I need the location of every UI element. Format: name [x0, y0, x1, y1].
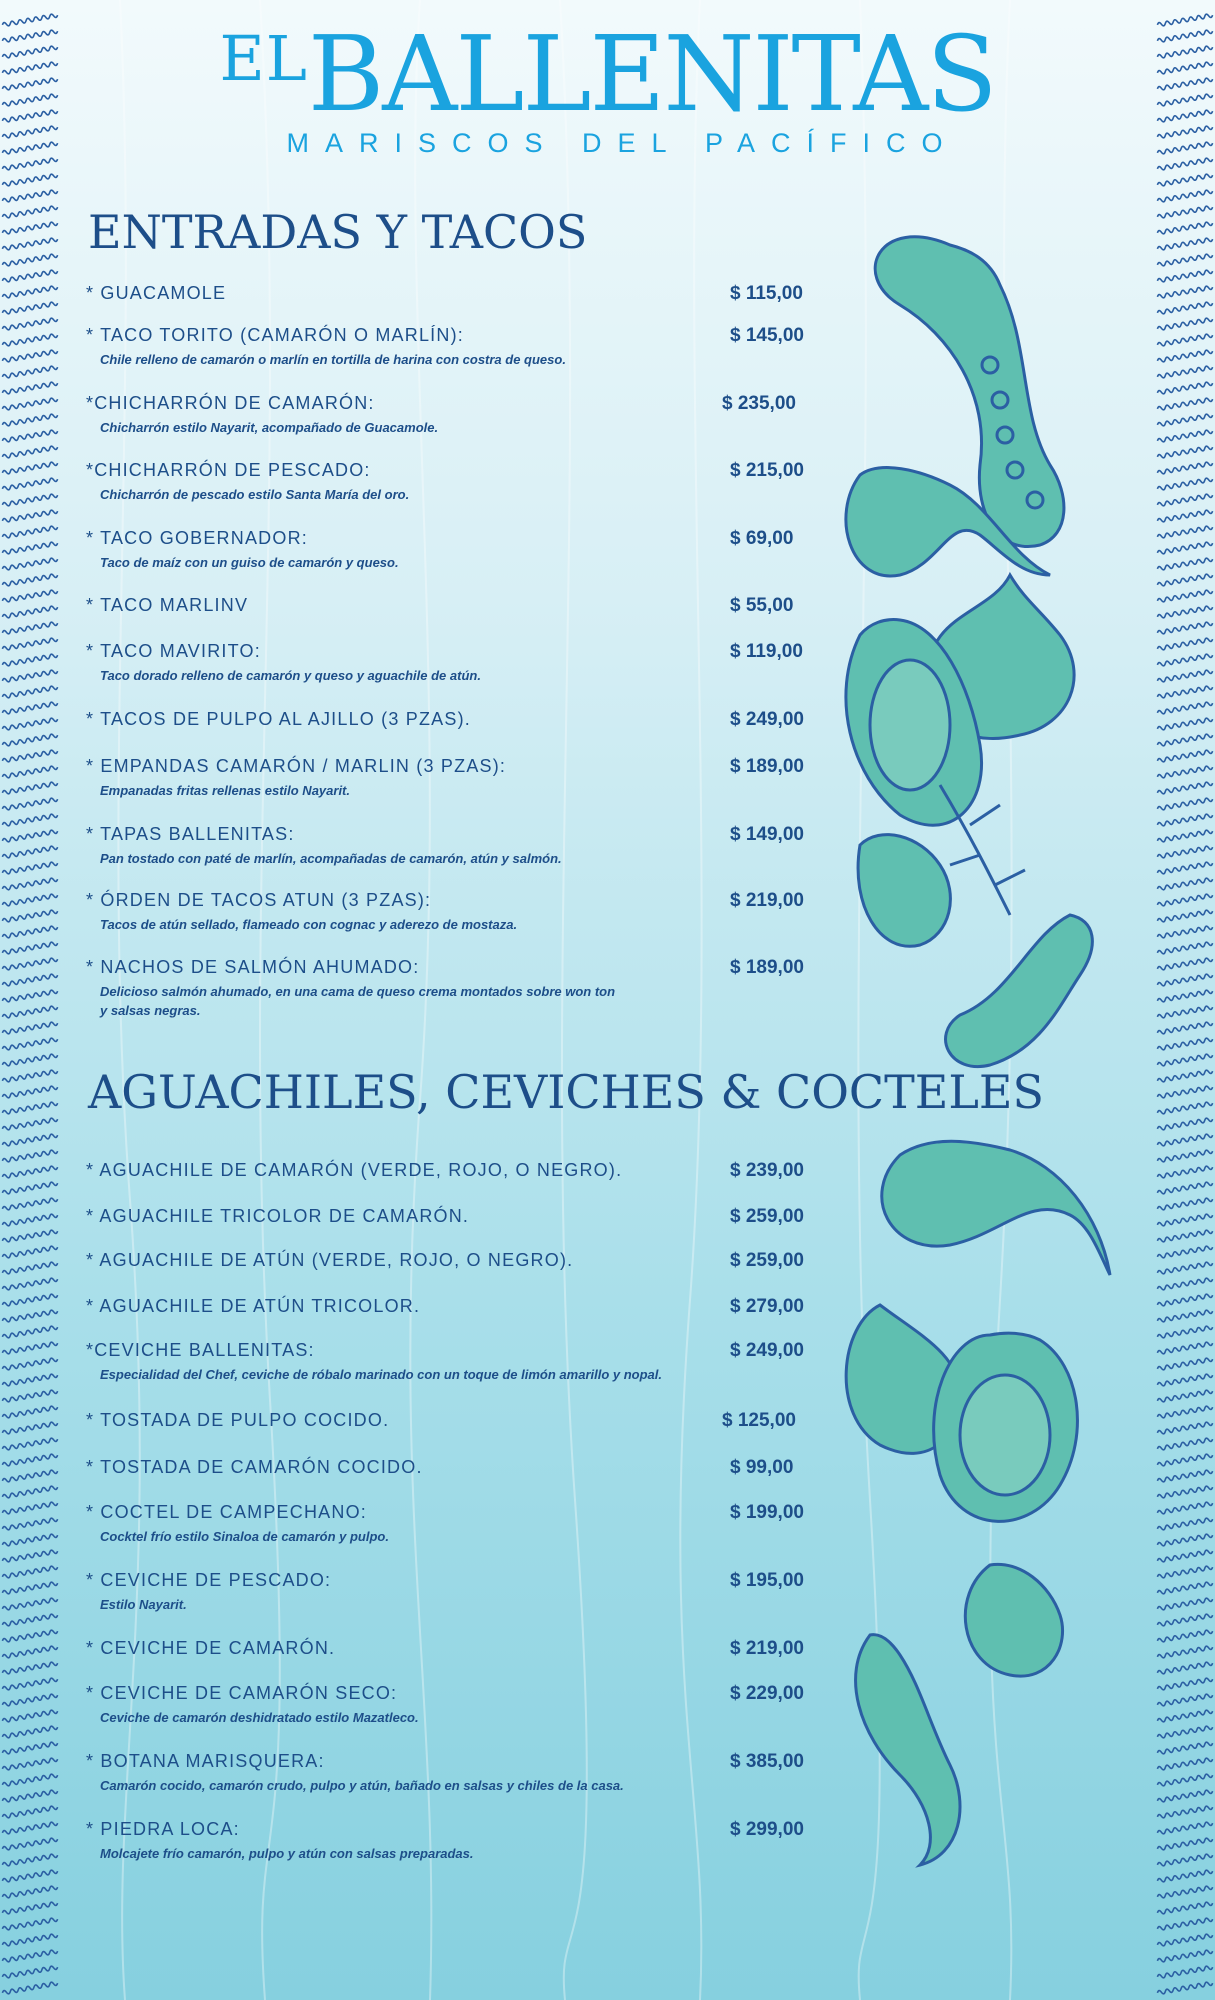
item-name: * TAPAS BALLENITAS: — [86, 824, 295, 844]
item-name: * PIEDRA LOCA: — [86, 1819, 240, 1839]
item-name: * ÓRDEN DE TACOS ATUN (3 PZAS): — [86, 890, 432, 910]
restaurant-logo — [0, 13, 1215, 135]
item-name: * COCTEL DE CAMPECHANO: — [86, 1502, 367, 1522]
menu-item — [86, 595, 826, 616]
item-name: * TOSTADA DE CAMARÓN COCIDO. — [86, 1457, 423, 1477]
menu-item — [86, 756, 826, 800]
item-name: * TACO TORITO (CAMARÓN O MARLÍN): — [86, 325, 464, 345]
menu-item — [86, 325, 826, 369]
menu-item — [86, 1683, 826, 1727]
wave-border-left — [0, 0, 60, 2000]
item-price: $ 249,00 — [730, 1340, 804, 1361]
item-price: $ 99,00 — [730, 1457, 794, 1478]
menu-item — [86, 824, 826, 868]
item-name: * CEVICHE DE CAMARÓN. — [86, 1638, 336, 1658]
menu-item — [86, 1250, 826, 1271]
item-description: Pan tostado con paté de marlín, acompañadas de camarón, atún y salmón. — [100, 851, 562, 866]
section-title: AGUACHILES, CEVICHES & COCTELES — [88, 1065, 1045, 1119]
item-price: $ 69,00 — [730, 528, 794, 549]
item-name: *CHICHARRÓN DE CAMARÓN: — [86, 393, 375, 413]
menu-item — [86, 1751, 826, 1795]
item-name: * CEVICHE DE CAMARÓN SECO: — [86, 1683, 398, 1703]
item-price: $ 199,00 — [730, 1502, 804, 1523]
item-price: $ 259,00 — [730, 1250, 804, 1271]
item-description: Estilo Nayarit. — [100, 1597, 187, 1612]
item-name: * AGUACHILE DE ATÚN TRICOLOR. — [86, 1296, 421, 1316]
menu-item — [86, 709, 826, 730]
item-price: $ 55,00 — [730, 595, 794, 616]
seafood-illustration — [840, 215, 1145, 1895]
item-price: $ 259,00 — [730, 1206, 804, 1227]
item-description: Chicharrón estilo Nayarit, acompañado de Guacamole. — [100, 420, 439, 435]
menu-item — [86, 641, 826, 685]
item-name: *CHICHARRÓN DE PESCADO: — [86, 460, 371, 480]
menu-item — [86, 890, 826, 934]
menu-item — [86, 1638, 826, 1659]
item-name: * TACO MARLINV — [86, 595, 249, 615]
item-price: $ 279,00 — [730, 1296, 804, 1317]
item-price: $ 149,00 — [730, 824, 804, 845]
section-title: ENTRADAS Y TACOS — [88, 205, 588, 259]
item-price: $ 189,00 — [730, 756, 804, 777]
menu-item — [86, 1340, 826, 1384]
item-description: Empanadas fritas rellenas estilo Nayarit. — [100, 783, 350, 798]
item-price: $ 145,00 — [730, 325, 804, 346]
item-name: * TACOS DE PULPO AL AJILLO (3 PZAS). — [86, 709, 471, 729]
item-description: Especialidad del Chef, ceviche de róbalo marinado con un toque de limón amarillo y nopal. — [100, 1367, 663, 1382]
menu-item — [86, 1410, 826, 1431]
menu-header — [0, 13, 1215, 159]
item-description: Delicioso salmón ahumado, en una cama de queso crema montados sobre won ton y salsas negras. — [100, 984, 616, 1018]
item-price: $ 385,00 — [730, 1751, 804, 1772]
item-price: $ 189,00 — [730, 957, 804, 978]
logo-name: BALLENITAS — [307, 13, 996, 135]
item-name: * NACHOS DE SALMÓN AHUMADO: — [86, 957, 420, 977]
item-name: * GUACAMOLE — [86, 283, 227, 303]
item-description: Ceviche de camarón deshidratado estilo Mazatleco. — [100, 1710, 419, 1725]
menu-item — [86, 1457, 826, 1478]
item-description: Molcajete frío camarón, pulpo y atún con salsas preparadas. — [100, 1846, 474, 1861]
item-price: $ 125,00 — [722, 1410, 796, 1431]
item-name: * AGUACHILE DE ATÚN (VERDE, ROJO, O NEGRO). — [86, 1250, 574, 1270]
menu-item — [86, 460, 826, 504]
menu-item — [86, 1570, 826, 1614]
item-name: * TOSTADA DE PULPO COCIDO. — [86, 1410, 390, 1430]
item-name: *CEVICHE BALLENITAS: — [86, 1340, 315, 1360]
item-name: * TACO GOBERNADOR: — [86, 528, 308, 548]
wave-border-right — [1155, 0, 1215, 2000]
item-name: * TACO MAVIRITO: — [86, 641, 261, 661]
menu-item — [86, 1502, 826, 1546]
item-description: Camarón cocido, camarón crudo, pulpo y atún, bañado en salsas y chiles de la casa. — [100, 1778, 624, 1793]
menu-item — [86, 283, 826, 304]
item-price: $ 195,00 — [730, 1570, 804, 1591]
menu-item — [86, 393, 826, 437]
item-price: $ 115,00 — [730, 283, 803, 304]
item-name: * AGUACHILE TRICOLOR DE CAMARÓN. — [86, 1206, 470, 1226]
herb-sprig-icon — [940, 785, 1025, 915]
item-price: $ 235,00 — [722, 393, 796, 414]
item-description: Tacos de atún sellado, flameado con cognac y aderezo de mostaza. — [100, 917, 518, 932]
item-description: Taco dorado relleno de camarón y queso y aguachile de atún. — [100, 668, 481, 683]
item-price: $ 219,00 — [730, 890, 804, 911]
item-name: * BOTANA MARISQUERA: — [86, 1751, 325, 1771]
item-description: Chicharrón de pescado estilo Santa María del oro. — [100, 487, 410, 502]
item-price: $ 229,00 — [730, 1683, 804, 1704]
item-price: $ 119,00 — [730, 641, 803, 662]
item-description: Chile relleno de camarón o marlín en tortilla de harina con costra de queso. — [100, 352, 566, 367]
item-description: Cocktel frío estilo Sinaloa de camarón y pulpo. — [100, 1529, 389, 1544]
menu-item — [86, 528, 826, 572]
tagline: MARISCOS DEL PACÍFICO — [286, 128, 959, 158]
item-name: * CEVICHE DE PESCADO: — [86, 1570, 332, 1590]
item-name: * EMPANDAS CAMARÓN / MARLIN (3 PZAS): — [86, 756, 507, 776]
logo-el: EL — [219, 22, 308, 95]
item-price: $ 249,00 — [730, 709, 804, 730]
item-price: $ 299,00 — [730, 1819, 804, 1840]
item-price: $ 219,00 — [730, 1638, 804, 1659]
menu-item — [86, 1160, 826, 1181]
item-price: $ 239,00 — [730, 1160, 804, 1181]
item-name: * AGUACHILE DE CAMARÓN (VERDE, ROJO, O NEGRO). — [86, 1160, 623, 1180]
item-price: $ 215,00 — [730, 460, 804, 481]
menu-item — [86, 1206, 826, 1227]
menu-item — [86, 1296, 826, 1317]
item-description: Taco de maíz con un guiso de camarón y queso. — [100, 555, 399, 570]
menu-item — [86, 957, 826, 1020]
menu-item — [86, 1819, 826, 1863]
